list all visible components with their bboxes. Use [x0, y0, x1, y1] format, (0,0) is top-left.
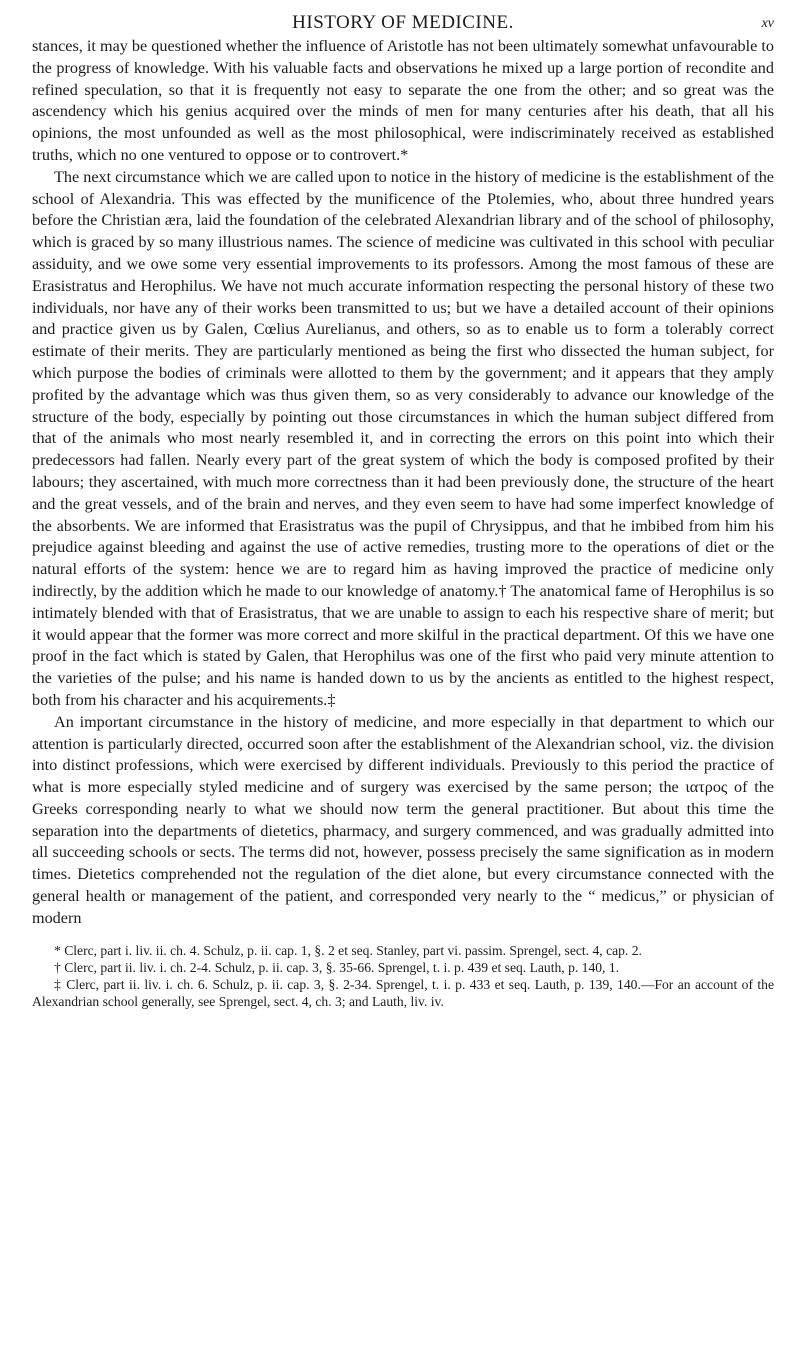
footnote-1: * Clerc, part i. liv. ii. ch. 4. Schulz, p. ii. cap. 1, §. 2 et seq. Stanley, part vi. passim. Sprengel, sect. 4, cap. 2.: [54, 942, 642, 958]
paragraph-division-of-professions: An important circumstance in the history of medicine, and more especially in that department to which our attention is particularly directed, occurred soon after the establishment of the Alexandrian school, viz. the division into distinct professions, which were exercised by different individuals. Previously to this period the practice of what is more especially styled medicine and of surgery was exercised by the same person; the ιατρος of the Greeks corresponding nearly to what we should now term the general practitioner. But about this time the separation into the departments of dietetics, pharmacy, and surgery commenced, and was gradually admitted into all succeeding schools or sects. The terms did not, however, possess precisely the same signification as in modern times. Dietetics comprehended not the regulation of the diet alone, but every circumstance connected with the general health or management of the patient, and corresponded very nearly to the “ medicus,” or physician of modern: [32, 712, 774, 927]
book-page: [32, 6, 774, 1010]
paragraph-alexandria: The next circumstance which we are called upon to notice in the history of medicine is the establishment of the school of Alexandria. This was effected by the munificence of the Ptolemies, who, about three hundred years before the Christian æra, laid the foundation of the celebrated Alexandrian library and of the school of philosophy, which is graced by so many illustrious names. The science of medicine was cultivated in this school with peculiar assiduity, and we owe some very essential improvements to its professors. Among the most famous of these are Erasistratus and Herophilus. We have not much accurate information respecting the personal history of these two individuals, nor have any of their works been transmitted to us; but we have a detailed account of their opinions and practice given us by Galen, Cœlius Aurelianus, and others, so as to enable us to form a tolerably correct estimate of their merits. They are particularly mentioned as being the first who dissected the human subject, for which purpose the bodies of criminals were allotted to them by the government; and it appears that they amply profited by the advantage which was thus given them, so as very considerably to advance our knowledge of the structure of the body, especially by pointing out those circumstances in which the human subject differed from that of the animals who most nearly resembled it, and in correcting the errors on this point into which their predecessors had fallen. Nearly every part of the great system of which the body is composed profited by their labours; they ascertained, with much more correctness than it had been previously done, the structure of the heart and the great vessels, and of the brain and nerves, and they even seem to have had some imperfect knowledge of the absorbents. We are informed that Erasistratus was the pupil of Chrysippus, and that he imbibed from him his prejudice against bleeding and against the use of active remedies, trusting more to the operations of diet or the natural efforts of the system: hence we are to regard him as having improved the practice of medicine only indirectly, by the addition which he made to our knowledge of anatomy.† The anatomical fame of Herophilus is so intimately blended with that of Erasistratus, that we are unable to assign to each his respective share of merit; but it would appear that the former was more correct and more skilful in the practical department. Of this we have one proof in the fact which is stated by Galen, that Herophilus was one of the first who paid very minute attention to the varieties of the pulse; and his name is handed down to us by the ancients as entitled to the highest respect, both from his character and his acquirements.‡: [32, 167, 774, 709]
footnotes: [32, 942, 774, 1011]
footnote-3: ‡ Clerc, part ii. liv. i. ch. 6. Schulz, p. ii. cap. 3, §. 2-34. Sprengel, t. i. p. 433 et seq. Lauth, p. 139, 140.—For an account of the Alexandrian school generally, see Sprengel, sect. 4, ch. 3; and Lauth, liv. iv.: [32, 977, 774, 1010]
page-number: xv: [761, 16, 774, 31]
footnote-2: † Clerc, part ii. liv. i. ch. 2-4. Schulz, p. ii. cap. 3, §. 35-66. Sprengel, t. i. p. 439 et seq. Lauth, p. 140, 1.: [54, 959, 620, 975]
running-head: HISTORY OF MEDICINE.: [292, 12, 514, 33]
paragraph-continuation: stances, it may be questioned whether the influence of Aristotle has not been ultimately somewhat unfavourable to the progress of knowledge. With his valuable facts and observations he mixed up a large portion of recondite and refined speculation, so that it is frequently not easy to separate the one from the other; and so great was the ascendency which his genius acquired over the minds of men for many centuries after his death, that all his opinions, the most unfounded as well as the most philosophical, were indiscriminately received as established truths, which no one ventured to oppose or to controvert.*: [32, 37, 774, 164]
body-text: [32, 36, 774, 930]
page-header: [32, 6, 774, 36]
